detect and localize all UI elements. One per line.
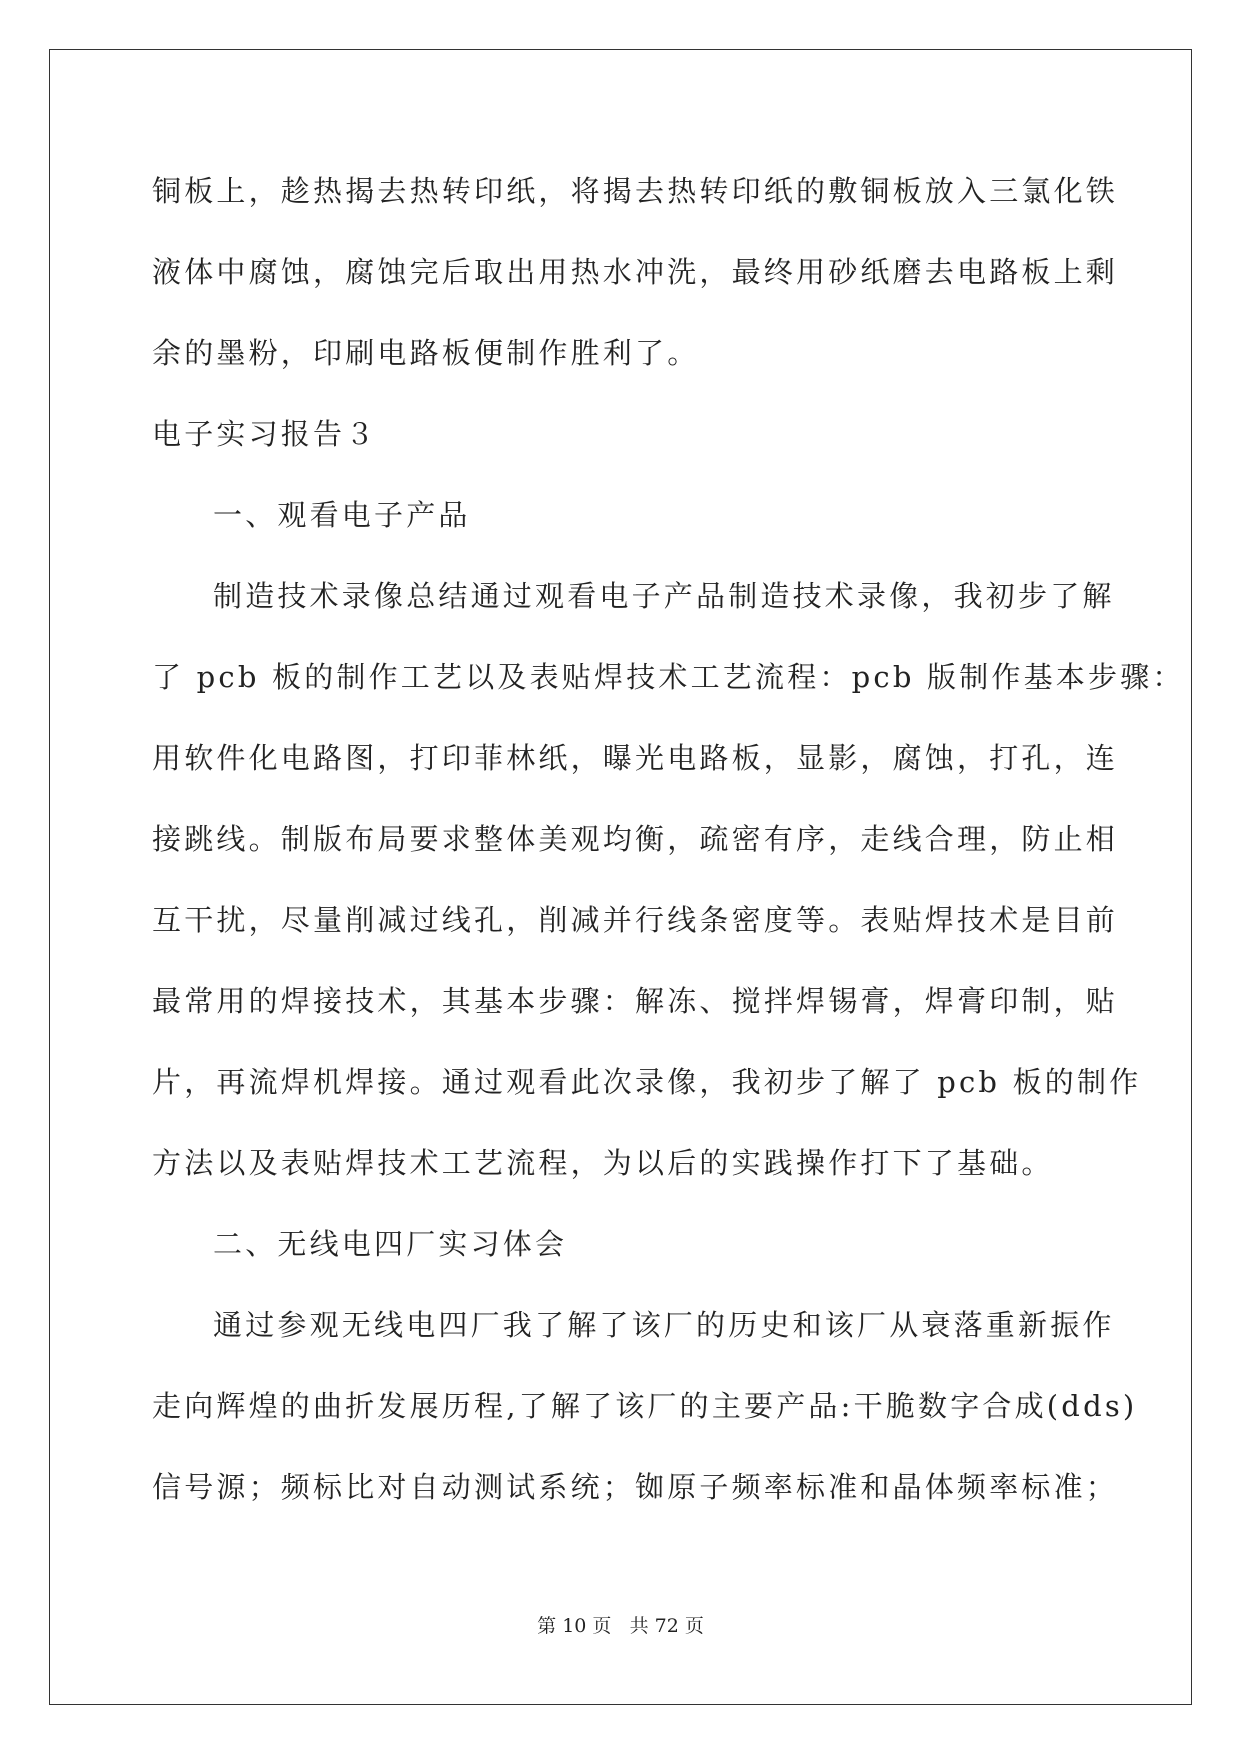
page-number: 第 10 页 xyxy=(537,1615,612,1637)
body-text-line: 走向辉煌的曲折发展历程,了解了该厂的主要产品:干脆数字合成(dds) xyxy=(152,1389,1138,1423)
body-text-line: 了 pcb 板的制作工艺以及表贴焊技术工艺流程：pcb 版制作基本步骤： xyxy=(152,660,1185,694)
page-footer xyxy=(0,1614,1241,1638)
body-text-line: 方法以及表贴焊技术工艺流程，为以后的实践操作打下了基础。 xyxy=(152,1146,1054,1180)
subheading: 一、观看电子产品 xyxy=(213,498,471,532)
body-text-line: 铜板上，趁热揭去热转印纸，将揭去热转印纸的敷铜板放入三氯化铁 xyxy=(152,174,1119,208)
body-text-line: 信号源；频标比对自动测试系统；铷原子频率标准和晶体频率标准； xyxy=(152,1470,1119,1504)
body-text-line: 余的墨粉，印刷电路板便制作胜利了。 xyxy=(152,336,700,370)
body-text-line: 液体中腐蚀，腐蚀完后取出用热水冲洗，最终用砂纸磨去电路板上剩 xyxy=(152,255,1119,289)
body-text-line: 通过参观无线电四厂我了解了该厂的历史和该厂从衰落重新振作 xyxy=(213,1308,1115,1342)
body-text-line: 互干扰，尽量削减过线孔，削减并行线条密度等。表贴焊技术是目前 xyxy=(152,903,1119,937)
subheading: 二、无线电四厂实习体会 xyxy=(213,1227,568,1261)
body-text-line: 用软件化电路图，打印菲林纸，曝光电路板，显影，腐蚀，打孔，连 xyxy=(152,741,1119,775)
body-text-line: 制造技术录像总结通过观看电子产品制造技术录像，我初步了解 xyxy=(213,579,1115,613)
section-title: 电子实习报告３ xyxy=(152,417,378,451)
body-text-line: 接跳线。制版布局要求整体美观均衡，疏密有序，走线合理，防止相 xyxy=(152,822,1119,856)
body-text-line: 最常用的焊接技术，其基本步骤：解冻、搅拌焊锡膏，焊膏印制，贴 xyxy=(152,984,1119,1018)
body-text-line: 片，再流焊机焊接。通过观看此次录像，我初步了解了 pcb 板的制作 xyxy=(152,1065,1142,1099)
total-pages: 共 72 页 xyxy=(629,1615,704,1637)
